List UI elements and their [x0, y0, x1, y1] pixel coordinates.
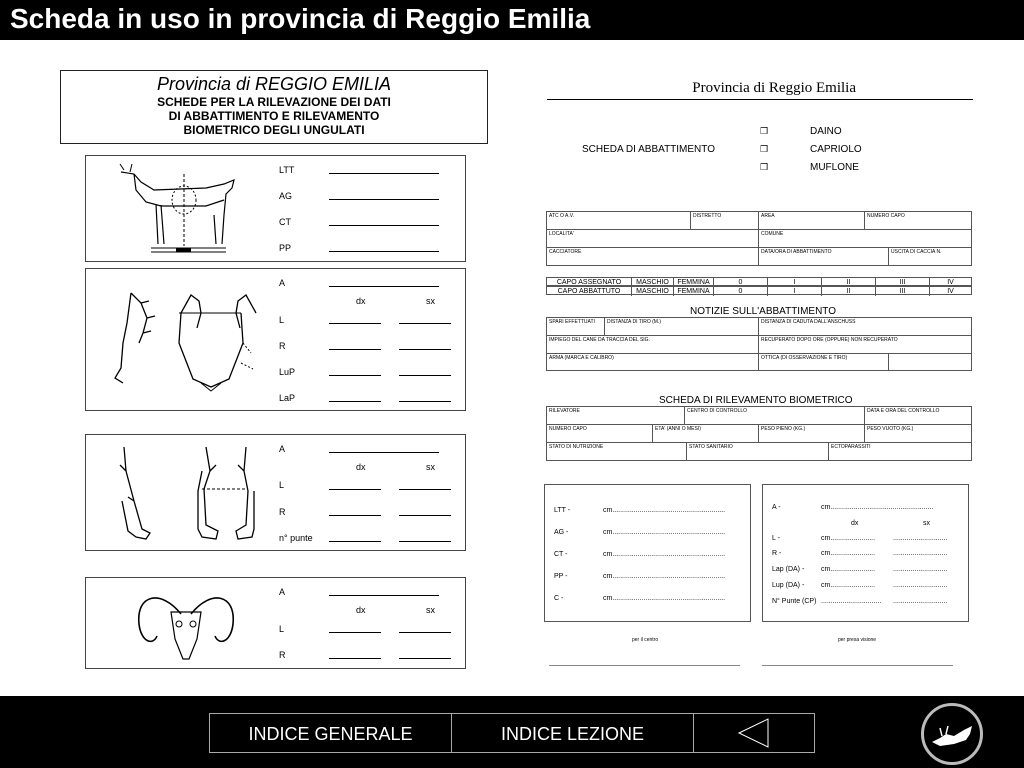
cell-comune: COMUNE [759, 230, 971, 248]
cell-distanza-caduta: DISTANZA DI CADUTA DALL'ANSCHUSS [759, 318, 971, 336]
cell-ottica-value [889, 354, 971, 370]
box4-line-r-sx [399, 658, 451, 659]
box2-row-lap: LaP [279, 393, 296, 403]
box3-dx: dx [356, 462, 366, 472]
capo-assegnato-femmina: FEMMINA [673, 278, 713, 287]
meas-lap-sx: ............................ [893, 566, 948, 573]
box3-line-l-sx [399, 489, 451, 490]
measure-box-capriolo [85, 434, 466, 551]
box2-dx: dx [356, 296, 366, 306]
back-arrow-icon [694, 714, 814, 752]
box4-dx: dx [356, 605, 366, 615]
meas-l-dx: cm....................... [821, 535, 876, 542]
sig-right-label: per presa visione [838, 637, 877, 643]
capo-assegnato-i: I [767, 278, 821, 287]
scheda-abbattimento-label: SCHEDA DI ABBATTIMENTO [582, 144, 715, 155]
cell-peso-vuoto: PESO VUOTO (KG.) [865, 425, 971, 443]
cell-distretto: DISTRETTO [691, 212, 759, 230]
deer-body-illustration [106, 160, 246, 260]
measure-box-body [85, 155, 466, 262]
capo-abbattuto-maschio: MASCHIO [631, 287, 673, 296]
biometrico-grid [546, 406, 972, 461]
capo-abbattuto-label: CAPO ABBATTUTO [557, 288, 621, 295]
box3-sx: sx [426, 462, 435, 472]
capo-abbattuto-0: 0 [713, 287, 767, 296]
capo-assegnato-0: 0 [713, 278, 767, 287]
nav-bar [209, 713, 815, 753]
meas-r-label: R - [772, 550, 782, 557]
box2-row-r: R [279, 341, 286, 351]
cell-stato-sanitario: STATO SANITARIO [687, 443, 829, 460]
capo-assegnato-iii: III [875, 278, 929, 287]
notizie-title: NOTIZIE SULL'ABBATTIMENTO [690, 306, 837, 317]
cell-numero-capo: NUMERO CAPO [865, 212, 971, 230]
capo-abbattuto-ii: II [821, 287, 875, 296]
capo-abbattuto-iii: III [875, 287, 929, 296]
cell-area: AREA [759, 212, 865, 230]
indice-generale-button[interactable]: INDICE GENERALE [248, 724, 413, 744]
cell-recuperato: RECUPERATO DOPO ORE (OPPURE) NON RECUPERATO [759, 336, 971, 354]
box3-line-punte-dx [329, 541, 381, 542]
box3-row-l: L [279, 480, 285, 490]
capo-abbattuto-row [546, 286, 972, 295]
sig-left-label: per il centro [632, 637, 659, 643]
box2-line-lap-sx [399, 401, 451, 402]
right-province-title: Provincia di Reggio Emilia [692, 80, 856, 96]
cell-eta: ETA' (ANNI O MESI) [653, 425, 759, 443]
box2-line-lup-dx [329, 375, 381, 376]
deer-skull-icon [924, 706, 980, 762]
left-province-title: Provincia di REGGIO EMILIA [156, 74, 392, 94]
sig-right-line [762, 665, 953, 666]
box4-row-l: L [279, 624, 285, 634]
cell-ectoparassiti: ECTOPARASSITI [831, 444, 871, 450]
cell-atc: ATC O A.V. [547, 212, 691, 230]
measure-box-muflone [85, 577, 466, 669]
meas-dx: dx [851, 520, 859, 527]
biometrico-title: SCHEDA DI RILEVAMENTO BIOMETRICO [659, 395, 853, 406]
cell-peso-pieno: PESO PIENO (KG.) [759, 425, 865, 443]
cell-ottica: OTTICA (DI OSSERVAZIONE E TIRO) [759, 354, 889, 370]
notizie-grid [546, 317, 972, 371]
capo-assegnato-ii: II [821, 278, 875, 287]
box3-line-l-dx [329, 489, 381, 490]
meas-lup-label: Lup (DA) - [772, 582, 805, 589]
label-pp: PP [279, 243, 292, 253]
species-capriolo[interactable] [760, 144, 862, 155]
box4-line-l-sx [399, 632, 451, 633]
line-ltt [329, 173, 439, 174]
left-header-box [60, 70, 488, 144]
box3-a-line [329, 452, 439, 453]
meas-pp-label: PP - [554, 573, 568, 580]
meas-box-right [762, 484, 969, 622]
checkbox-icon: ❒ [760, 162, 769, 172]
indice-lezione-button[interactable]: INDICE LEZIONE [500, 724, 645, 744]
cell-cacciatore: CACCIATORE [547, 248, 759, 266]
species-daino-label: DAINO [810, 126, 842, 137]
capo-abbattuto-femmina: FEMMINA [673, 287, 713, 296]
capo-abbattuto-i: I [767, 287, 821, 296]
box4-line-r-dx [329, 658, 381, 659]
box2-row-lup: LuP [279, 367, 296, 377]
box3-a-label: A [279, 444, 286, 454]
box2-line-r-sx [399, 349, 451, 350]
species-muflone-label: MUFLONE [810, 162, 859, 173]
cell-spari: SPARI EFFETTUATI [547, 318, 605, 336]
box2-line-l-dx [329, 323, 381, 324]
meas-l-label: L - [772, 535, 780, 542]
box3-row-punte: n° punte [279, 533, 313, 543]
box3-line-r-sx [399, 515, 451, 516]
title-bar [0, 0, 1024, 40]
meas-r-dx: cm....................... [821, 550, 876, 557]
right-title-rule [547, 99, 973, 100]
cell-data-ora-controllo: DATA E ORA DEL CONTROLLO [865, 407, 971, 425]
horns-muflone-illustration [131, 584, 241, 664]
cell-uscita: USCITA DI CACCIA N. [891, 249, 942, 255]
box4-row-r: R [279, 650, 286, 660]
left-header-line3: BIOMETRICO DEGLI UNGULATI [183, 123, 365, 137]
cell-arma: ARMA (MARCA E CALIBRO) [547, 354, 759, 370]
box4-sx: sx [426, 605, 435, 615]
species-muflone[interactable] [760, 162, 859, 173]
box2-a-line [329, 286, 439, 287]
line-pp [329, 251, 439, 252]
label-ct: CT [279, 217, 291, 227]
box4-line-l-dx [329, 632, 381, 633]
antler-capriolo-illustration [106, 441, 266, 547]
capo-assegnato-label: CAPO ASSEGNATO [556, 279, 622, 286]
cell-rilevatore: RILEVATORE [547, 407, 685, 425]
meas-c-label: C - [554, 595, 564, 602]
box3-row-r: R [279, 507, 286, 517]
label-ltt: LTT [279, 165, 295, 175]
logo-emblem[interactable] [921, 703, 983, 765]
box2-line-r-dx [329, 349, 381, 350]
cell-bio-numero-capo: NUMERO CAPO [547, 425, 653, 443]
capo-assegnato-iv: IV [929, 278, 971, 287]
cell-stato-nutrizione: STATO DI NUTRIZIONE [547, 443, 687, 460]
meas-punte-sx: ............................ [893, 598, 948, 605]
meas-ct-value: cm.......................................................... [603, 551, 726, 558]
meas-l-sx: ............................ [893, 535, 948, 542]
species-capriolo-label: CAPRIOLO [810, 144, 862, 155]
meas-r-sx: ............................ [893, 550, 948, 557]
meas-ag-label: AG - [554, 529, 569, 536]
cell-data-ora: DATA/ORA DI ABBATTIMENTO [759, 248, 889, 266]
capo-assegnato-maschio: MASCHIO [631, 278, 673, 287]
left-header-line1: SCHEDE PER LA RILEVAZIONE DEI DATI [157, 95, 391, 109]
page-title: Scheda in uso in provincia di Reggio Emilia [10, 3, 591, 34]
species-daino[interactable] [760, 126, 842, 137]
meas-ct-label: CT - [554, 551, 568, 558]
line-ag [329, 199, 439, 200]
box4-a-line [329, 595, 439, 596]
sig-left-line [549, 665, 740, 666]
box2-line-l-sx [399, 323, 451, 324]
cell-distanza-tiro: DISTANZA DI TIRO (M.) [605, 318, 759, 336]
antler-daino-illustration [101, 283, 276, 403]
meas-a-label: A - [772, 504, 781, 511]
abbattimento-grid [546, 211, 972, 266]
meas-pp-value: cm.......................................................... [603, 573, 726, 580]
meas-lup-dx: cm....................... [821, 582, 876, 589]
meas-c-value: cm.......................................................... [603, 595, 726, 602]
meas-a-value: cm..................................................... [821, 504, 934, 511]
meas-ltt-value: cm.......................................................... [603, 507, 726, 514]
label-ag: AG [279, 191, 293, 201]
meas-sx: sx [923, 520, 930, 527]
capo-assegnato-row [546, 277, 972, 286]
meas-lap-label: Lap (DA) - [772, 566, 805, 573]
checkbox-icon: ❒ [760, 144, 769, 154]
box2-line-lap-dx [329, 401, 381, 402]
measure-box-daino [85, 268, 466, 411]
capo-abbattuto-iv: IV [929, 287, 971, 296]
box3-line-r-dx [329, 515, 381, 516]
meas-lup-sx: ............................ [893, 582, 948, 589]
back-button[interactable] [694, 714, 814, 752]
box2-a-label: A [279, 278, 286, 288]
meas-punte-dx: ............................... [821, 598, 882, 605]
box2-line-lup-sx [399, 375, 451, 376]
left-header-line2: DI ABBATTIMENTO E RILEVAMENTO [168, 109, 380, 123]
box2-row-l: L [279, 315, 285, 325]
checkbox-icon: ❒ [760, 126, 769, 136]
cell-impiego-cane: IMPIEGO DEL CANE DA TRACCIA DEL SIG. [547, 336, 759, 354]
cell-localita: LOCALITA' [547, 230, 759, 248]
cell-centro-controllo: CENTRO DI CONTROLLO [685, 407, 865, 425]
box4-a-label: A [279, 587, 286, 597]
meas-lap-dx: cm....................... [821, 566, 876, 573]
line-ct [329, 225, 439, 226]
box2-sx: sx [426, 296, 435, 306]
meas-ltt-label: LTT - [554, 507, 571, 514]
meas-box-left [544, 484, 751, 622]
meas-ag-value: cm.......................................................... [603, 529, 726, 536]
meas-punte-label: N° Punte (CP) [772, 598, 817, 605]
box3-line-punte-sx [399, 541, 451, 542]
